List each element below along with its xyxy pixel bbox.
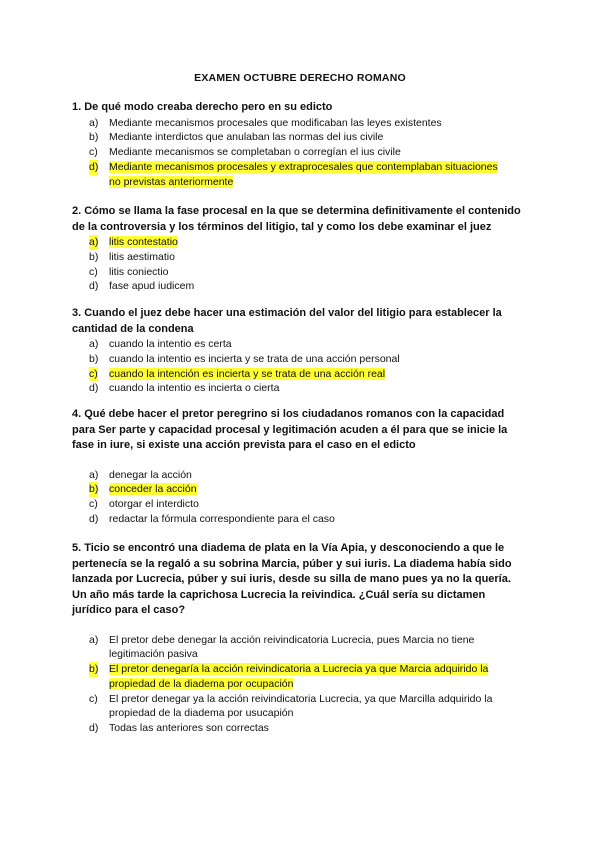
question-2 <box>72 204 532 294</box>
option-label: a) <box>89 116 99 129</box>
option-text: cuando la intentio es incierta o cierta <box>109 382 280 395</box>
option-label: b) <box>89 250 99 263</box>
option-label: d) <box>89 280 99 293</box>
question-text <box>72 306 532 337</box>
options-list <box>72 633 532 737</box>
question-text-line: 3. Cuando el juez debe hacer una estimación del valor del litigio para establecer la <box>72 307 502 319</box>
option-b-answer <box>72 482 532 497</box>
option-b-answer <box>72 662 532 692</box>
question-text <box>72 204 532 235</box>
options-list <box>72 337 532 396</box>
option-label: d) <box>89 722 99 735</box>
question-text-line: cantidad de la condena <box>72 322 194 335</box>
option-text: Mediante mecanismos procesales que modificaban las leyes existentes <box>109 116 442 129</box>
option-text: Mediante interdictos que anulaban las normas del ius civile <box>109 131 384 144</box>
option-label: c) <box>89 692 98 705</box>
option-label: c) <box>89 265 98 278</box>
option-c-answer <box>72 367 532 382</box>
option-b <box>72 352 532 367</box>
option-c <box>72 145 532 160</box>
option-c <box>72 497 532 512</box>
question-text-line: Un año más tarde la caprichosa Lucrecia la reivindica. ¿Cuál sería su dictamen <box>72 588 486 601</box>
option-text: otorgar el interdicto <box>109 498 199 511</box>
question-text-line: fase in iure, si existe una acción prevista para el caso en el edicto <box>72 439 416 451</box>
option-label: d) <box>89 512 99 525</box>
option-d <box>72 381 532 396</box>
question-5 <box>72 541 532 736</box>
question-text-line: lanzada por Lucrecia, púber y sui iuris, desde su silla de mano pues ya no la quería. <box>72 573 511 585</box>
option-a <box>72 468 532 483</box>
option-label: a) <box>89 338 99 350</box>
option-text-cont: propiedad de la diadema por usucapión <box>109 707 294 720</box>
question-text <box>72 407 532 454</box>
option-text: litis aestimatio <box>109 250 175 263</box>
option-text: Todas las anteriores son correctas <box>109 722 269 735</box>
option-text: conceder la acción <box>109 483 197 496</box>
option-text: El pretor denegaría la acción reivindicatoria a Lucrecia ya que Marcia adquirido la <box>109 663 489 676</box>
option-label: d) <box>89 160 99 173</box>
option-c <box>72 692 532 722</box>
option-label: b) <box>89 352 99 365</box>
question-text-line: pertenecía se la regaló a su sobrina Marcia, púber y sui iuris. La diadema había sido <box>72 557 512 570</box>
option-a <box>72 633 532 663</box>
option-text: cuando la intención es incierta y se trata de una acción real <box>109 367 386 380</box>
option-label: c) <box>89 146 98 159</box>
option-label: b) <box>89 663 99 676</box>
option-text: Mediante mecanismos procesales y extraprocesales que contemplaban situaciones <box>109 160 498 173</box>
spacer <box>72 619 532 633</box>
question-text: 1. De qué modo creaba derecho pero en su edicto <box>72 101 333 113</box>
option-text-cont: propiedad de la diadema por ocupación <box>109 677 294 690</box>
option-label: c) <box>89 498 98 511</box>
spacer <box>72 454 532 468</box>
options-list <box>72 235 532 294</box>
option-a-answer <box>72 235 532 250</box>
question-text-line: 4. Qué debe hacer el pretor peregrino si los ciudadanos romanos con la capacidad <box>72 408 505 420</box>
question-3 <box>72 306 532 396</box>
option-text: redactar la fórmula correspondiente para el caso <box>109 512 335 525</box>
exam-title: EXAMEN OCTUBRE DERECHO ROMANO <box>194 72 406 84</box>
option-a <box>72 337 532 352</box>
question-1 <box>72 100 532 189</box>
options-list <box>72 116 532 190</box>
option-d <box>72 279 532 294</box>
question-text-line: 5. Ticio se encontró una diadema de plata en la Vía Apia, y desconociendo a que le <box>72 542 505 554</box>
option-label: a) <box>89 468 99 481</box>
question-text-line: para Ser parte y capacidad procesal y legitimación acuden a él para que se inicie la <box>72 423 508 436</box>
option-text: El pretor debe denegar la acción reivindicatoria Lucrecia, pues Marcia no tiene <box>109 633 475 646</box>
option-text: litis contestatio <box>109 236 178 248</box>
option-label: a) <box>89 236 99 248</box>
option-c <box>72 265 532 280</box>
option-label: a) <box>89 633 99 646</box>
question-text-line: 2. Cómo se llama la fase procesal en la que se determina definitivamente el contenido <box>72 205 521 217</box>
option-text: fase apud iudicem <box>109 280 195 293</box>
question-text <box>72 541 532 619</box>
option-text: cuando la intentio es certa <box>109 338 232 350</box>
option-d <box>72 512 532 527</box>
option-d <box>72 721 532 736</box>
option-text: denegar la acción <box>109 468 192 481</box>
option-label: d) <box>89 382 99 395</box>
option-text-cont: no previstas anteriormente <box>109 175 234 188</box>
option-text-cont: legitimación pasiva <box>109 648 198 661</box>
question-text-line: jurídico para el caso? <box>72 604 186 616</box>
option-text: El pretor denegar ya la acción reivindicatoria Lucrecia, ya que Marcilla adquirido la <box>109 692 493 705</box>
option-text: cuando la intentio es incierta y se trata de una acción personal <box>109 352 400 365</box>
options-list <box>72 468 532 527</box>
option-a <box>72 116 532 131</box>
option-text: Mediante mecanismos se completaban o corregían el ius civile <box>109 146 401 159</box>
option-label: b) <box>89 131 99 144</box>
option-label: b) <box>89 483 99 496</box>
option-b <box>72 250 532 265</box>
question-4 <box>72 407 532 527</box>
option-label: c) <box>89 367 98 380</box>
option-text: litis coniectio <box>109 265 169 278</box>
option-b <box>72 130 532 145</box>
question-text-line: de la controversia y los términos del litigio, tal y como los debe examinar el juez <box>72 220 492 233</box>
option-d-answer <box>72 160 532 190</box>
